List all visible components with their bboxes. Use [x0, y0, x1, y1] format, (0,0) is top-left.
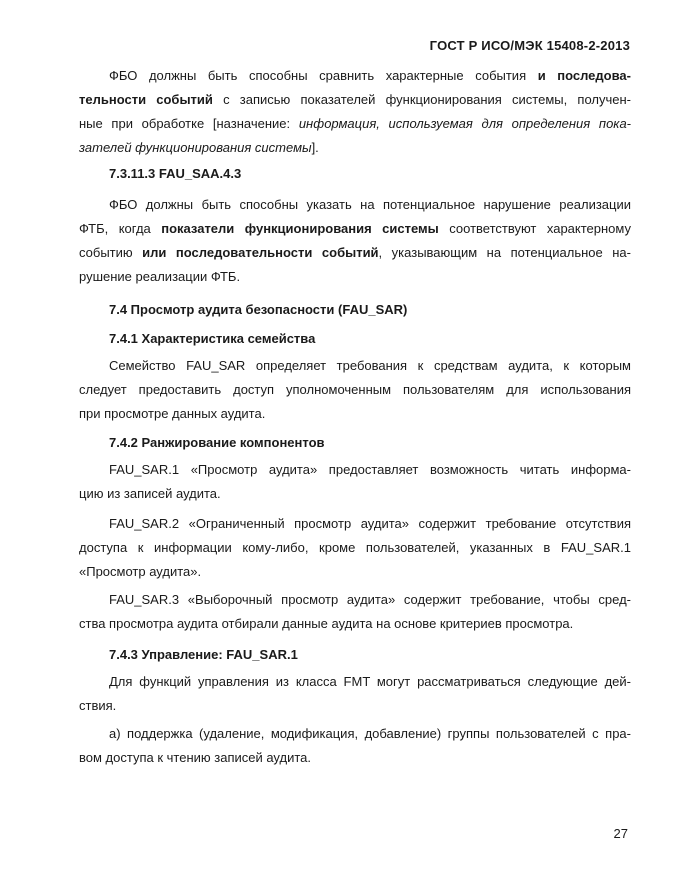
heading-7-4-2: 7.4.2 Ранжирование компонентов [109, 435, 325, 450]
heading-7-4-3: 7.4.3 Управление: FAU_SAR.1 [109, 647, 298, 662]
p3-line1: Семейство FAU_SAR определяет требования к средствам аудита, к которым [109, 358, 631, 373]
paragraph-fau-sar-2 [79, 512, 631, 584]
heading-7-3-11-3: 7.3.11.3 FAU_SAA.4.3 [109, 166, 242, 181]
p6-line1: FAU_SAR.3 «Выборочный просмотр аудита» содержит требование, чтобы сред- [109, 592, 631, 607]
p2-line4: рушение реализации ФТБ. [79, 269, 241, 284]
heading-7-4: 7.4 Просмотр аудита безопасности (FAU_SAR) [109, 302, 408, 317]
p4-line2: цию из записей аудита. [79, 486, 221, 501]
p1-line2: тельности событий с записью показателей функционирования системы, получен- [79, 92, 631, 107]
p1-line1: ФБО должны быть способны сравнить характерные события и последова- [109, 68, 631, 83]
p3-line3: при просмотре данных аудита. [79, 406, 266, 421]
p8-line1: a) поддержка (удаление, модификация, добавление) группы пользователей с пра- [109, 726, 631, 741]
p5-line3: «Просмотр аудита». [79, 564, 202, 579]
p7-line1: Для функций управления из класса FMT могут рассматриваться следующие дей- [109, 674, 631, 689]
p2-line2: ФТБ, когда показатели функционирования системы соответствуют характерному [79, 221, 631, 236]
paragraph-fbo-indicate [79, 193, 631, 289]
p1-line4: зателей функционирования системы]. [79, 140, 319, 155]
p8-line2: вом доступа к чтению записей аудита. [79, 750, 311, 765]
paragraph-item-a [79, 722, 631, 770]
page-number: 27 [613, 826, 628, 841]
paragraph-family-description [79, 354, 631, 426]
p7-line2: ствия. [79, 698, 117, 713]
paragraph-management [79, 670, 631, 718]
paragraph-fau-sar-1 [79, 458, 631, 506]
p2-line1: ФБО должны быть способны указать на потенциальное нарушение реализации [109, 197, 631, 212]
p5-line1: FAU_SAR.2 «Ограниченный просмотр аудита» содержит требование отсутствия [109, 516, 631, 531]
p4-line1: FAU_SAR.1 «Просмотр аудита» предоставляет возможность читать информа- [109, 462, 631, 477]
paragraph-fau-sar-3 [79, 588, 631, 636]
p6-line2: ства просмотра аудита отбирали данные аудита на основе критериев просмотра. [79, 616, 574, 631]
p1-line3: ные при обработке [назначение: информация, используемая для определения пока- [79, 116, 631, 131]
p5-line2: доступа к информации кому-либо, кроме пользователей, указанных в FAU_SAR.1 [79, 540, 631, 555]
heading-7-4-1: 7.4.1 Характеристика семейства [109, 331, 316, 346]
standard-header: ГОСТ Р ИСО/МЭК 15408-2-2013 [429, 38, 630, 53]
p3-line2: следует предоставить доступ уполномоченным пользователям для использования [79, 382, 631, 397]
paragraph-fbo-compare [79, 64, 631, 160]
p2-line3: событию или последовательности событий, указывающим на потенциальное на- [79, 245, 631, 260]
